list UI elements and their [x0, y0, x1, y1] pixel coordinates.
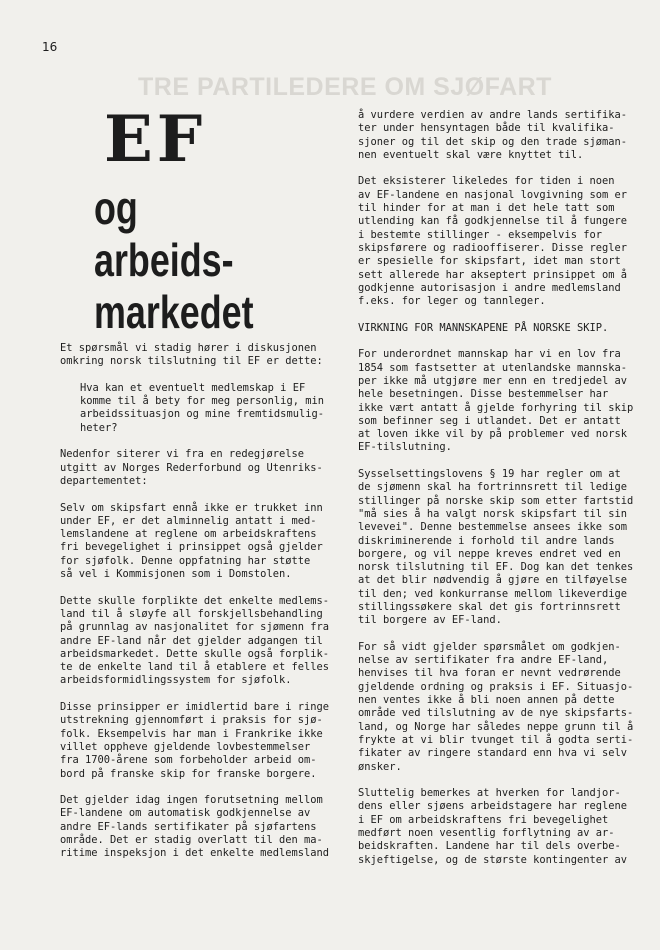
- paragraph: Det eksisterer likeledes for tiden i noen av EF-landene en nasjonal lovgivning som er til hinder for at man i det hele tatt som utlending kan få godkjennelse til å fungere i bestemte stillinger - eksempelvis for skipsførere og radiooffiserer. Disse regler er spesielle for skipsfart, idet man stort sett allerede har akseptert prinsippet om å godkjenne autorisasjon i andre medlemsland f.eks. for leger og tannleger.: [358, 175, 627, 308]
- title-sub-line-2: markedet: [94, 286, 254, 338]
- quoted-question: Hva kan et eventuelt medlemskap i EF komme til å bety for meg personlig, min arbeidssituasjon og mine fremtidsmulig- heter?: [80, 381, 324, 434]
- title-sub-line-1: og arbeids-: [94, 182, 234, 286]
- title-main: EF: [104, 102, 207, 177]
- page-number: 16: [42, 40, 58, 54]
- paragraph: For underordnet mannskap har vi en lov fra 1854 som fastsetter at utenlandske mannska- per ikke må utgjøre mer enn en tredjedel av hele besetningen. Disse bestemmelser har ikke vært antatt å gjelde forhyring til skip som befinner seg i utlandet. Det er antatt at loven ikke vil by på problemer ved norsk EF-tilslutning.: [358, 348, 634, 454]
- section-heading: VIRKNING FOR MANNSKAPENE PÅ NORSKE SKIP.: [358, 321, 609, 334]
- paragraph: Dette skulle forplikte det enkelte medlems- land til å sløyfe all forskjellsbehandling på grunnlag av nasjonalitet for sjømenn fra andre EF-land når det gjelder adgangen til arbeidsmarkedet. Dette skulle også forplik- te de enkelte land til å etablere et felles arbeidsformidlingssystem for sjøfolk.: [60, 594, 329, 687]
- left-column: [60, 342, 342, 874]
- paragraph: Et spørsmål vi stadig hører i diskusjonen omkring norsk tilslutning til EF er dette:: [60, 342, 323, 368]
- title-subtitle: [94, 182, 281, 338]
- right-column: [358, 109, 644, 880]
- paragraph: å vurdere verdien av andre lands sertifika- ter under hensyntagen både til kvalifika- sjoner og til det skip og den trade sjøman- nen eventuelt skal være knyttet til.: [358, 109, 627, 161]
- paragraph: Disse prinsipper er imidlertid bare i ringe utstrekning gjennomført i praksis for sjø- folk. Eksempelvis har man i Frankrike ikke villet oppheve gjeldende lovbestemmelser fra 1700-årene som forbeholder arbeid om- bord på franske skip for franske borgere.: [60, 701, 329, 780]
- paragraph: For så vidt gjelder spørsmålet om godkjen- nelse av sertifikater fra andre EF-land, henvises til hva foran er nevnt vedrørende gjeldende ordning og praksis i EF. Situasjo- nen ventes ikke å bli noen annen på dette område ved tilslutning av de nye skipsfarts- land, og Norge har således neppe grunn til å frykte at vi blir tvunget til å godta serti- fikater av ringere standard enn hva vi selv ønsker.: [358, 640, 634, 773]
- paragraph: Det gjelder idag ingen forutsetning mellom EF-landene om automatisk godkjennelse av andre EF-lands sertifikater på sjøfartens område. Det er stadig overlatt til den ma- ritime inspeksjon i det enkelte medlemsland: [60, 794, 329, 860]
- paragraph: Sluttelig bemerkes at hverken for landjor- dens eller sjøens arbeidstagere har reglene i EF om arbeidskraftens fri bevegelighet medført noen vesentlig forflytning av ar- beidskraften. Landene har til dels overbe- skjeftigelse, og de største kontingenter av: [358, 787, 627, 866]
- article-title: [94, 102, 334, 338]
- paragraph: Sysselsettingslovens § 19 har regler om at de sjømenn skal ha fortrinnsrett til ledige stillinger på norske skip som etter fartstid "må sies å ha valgt norsk skipsfart til sin levevei". Denne bestemmelse ansees ikke som diskriminerende i forhold til andre lands borgere, og vil neppe kreves endret ved en norsk tilslutning til EF. Dog kan det tenkes at det blir nødvendig å gjøre en tilføyelse til den; ved konkurranse mellom likeverdige stillingssøkere skal det gis fortrinnsrett til borgere av EF-land.: [358, 468, 634, 627]
- bleed-through-heading: TRE PARTILEDERE OM SJØFART: [138, 73, 552, 101]
- paragraph: Nedenfor siterer vi fra en redegjørelse utgitt av Norges Rederforbund og Utenriks- departementet:: [60, 448, 323, 487]
- paragraph: Selv om skipsfart ennå ikke er trukket inn under EF, er det alminnelig antatt i med- lemslandene at reglene om arbeidskraftens fri bevegelighet i prinsippet også gjelder for sjøfolk. Denne oppfatning har støtte så vel i Kommisjonen som i Domstolen.: [60, 501, 323, 581]
